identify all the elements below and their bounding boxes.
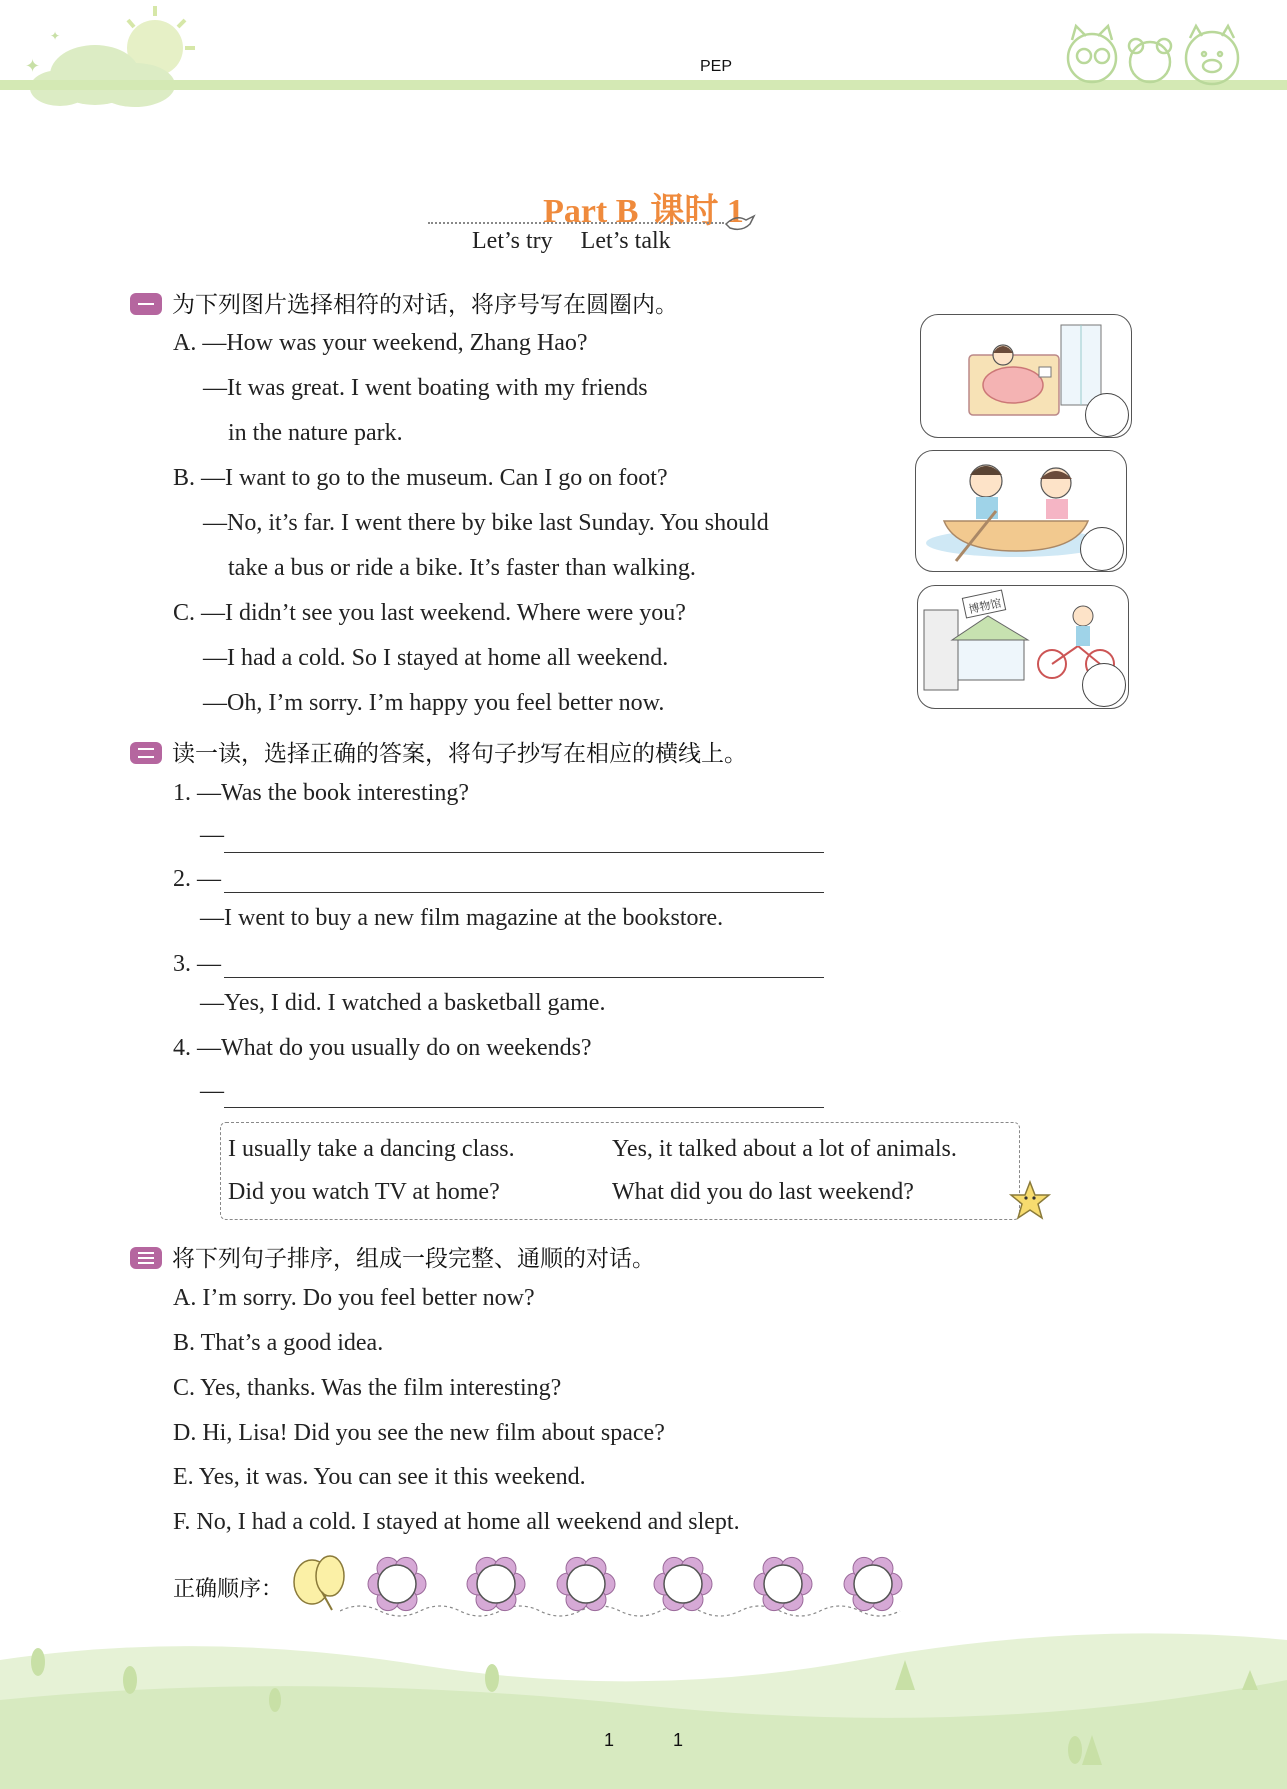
section1-instruction: 为下列图片选择相符的对话，将序号写在圆圈内。 (172, 292, 678, 318)
q2-response: —I went to buy a new film magazine at the bookstore. (200, 905, 724, 931)
answer-circle-1[interactable] (1085, 393, 1129, 437)
header-sun-cloud-decoration (0, 0, 220, 120)
s1-line-b1: B. —I want to go to the museum. Can I go on foot? (173, 465, 668, 491)
dialogue-item-d: D. Hi, Lisa! Did you see the new film about space? (173, 1420, 665, 1446)
section2-badge (130, 742, 162, 764)
lesson-period: 课时 1 (650, 193, 744, 230)
option-3: Did you watch TV at home? (228, 1179, 500, 1205)
q2-answer-line[interactable] (224, 892, 824, 893)
section1-badge (130, 293, 162, 315)
svg-text:✦: ✦ (50, 29, 61, 43)
dialogue-item-a: A. I’m sorry. Do you feel better now? (173, 1285, 535, 1311)
dialogue-item-f: F. No, I had a cold. I stayed at home all weekend and slept. (173, 1509, 740, 1535)
order-label: 正确顺序： (173, 1577, 284, 1602)
lesson-part: Part B (543, 193, 639, 230)
order-answer-flower[interactable] (652, 1553, 714, 1615)
order-answer-flower[interactable] (842, 1553, 904, 1615)
q1-dash: — (200, 822, 224, 848)
order-answer-flower[interactable] (752, 1553, 814, 1615)
section3-heading (130, 1240, 655, 1273)
section2-instruction: 读一读，选择正确的答案，将句子抄写在相应的横线上。 (172, 741, 747, 767)
option-1: I usually take a dancing class. (228, 1136, 515, 1162)
s1-line-c3: —Oh, I’m sorry. I’m happy you feel better now. (203, 690, 665, 716)
q3-response: —Yes, I did. I watched a basketball game. (200, 990, 606, 1016)
s1-line-a1: A. —How was your weekend, Zhang Hao? (173, 330, 588, 356)
q4-answer-line[interactable] (224, 1107, 824, 1108)
bird-icon (722, 210, 756, 236)
dialogue-item-e: E. Yes, it was. You can see it this weekend. (173, 1464, 586, 1490)
s1-line-c2: —I had a cold. So I stayed at home all weekend. (203, 645, 669, 671)
s1-line-b2: —No, it’s far. I went there by bike last Sunday. You should (203, 510, 769, 536)
q3-answer-line[interactable] (224, 977, 824, 978)
order-answer-flower[interactable] (555, 1553, 617, 1615)
q4-question: 4. —What do you usually do on weekends? (173, 1035, 592, 1061)
s1-line-c1: C. —I didn’t see you last weekend. Where were you? (173, 600, 686, 626)
section2-heading (130, 735, 747, 768)
order-answer-flower[interactable] (465, 1553, 527, 1615)
bottom-hills-decoration (0, 1620, 1287, 1789)
star-mascot-icon (1008, 1180, 1052, 1220)
s1-line-a2: —It was great. I went boating with my friends (203, 375, 648, 401)
order-answer-flower[interactable] (366, 1553, 428, 1615)
dialogue-item-b: B. That’s a good idea. (173, 1330, 384, 1356)
q1-answer-line[interactable] (224, 852, 824, 853)
page-number-right: 1 (673, 1730, 684, 1750)
option-2: Yes, it talked about a lot of animals. (612, 1136, 957, 1162)
section1-heading (130, 286, 678, 319)
subtitle-try: Let’s try (472, 228, 553, 254)
answer-circle-3[interactable] (1082, 663, 1126, 707)
q1-question: 1. —Was the book interesting? (173, 780, 470, 806)
page-number-left: 1 (604, 1730, 615, 1750)
section3-instruction: 将下列句子排序，组成一段完整、通顺的对话。 (172, 1246, 655, 1272)
q3-number: 3. — (173, 951, 221, 977)
lesson-title (0, 183, 1287, 232)
section3-badge (130, 1247, 162, 1269)
s1-line-b3: take a bus or ride a bike. It’s faster than walking. (228, 555, 696, 581)
header-animals-decoration (1060, 18, 1260, 88)
s1-line-a3: in the nature park. (228, 420, 403, 446)
title-dotted-line (428, 222, 724, 224)
q2-number: 2. — (173, 866, 221, 892)
q4-dash: — (200, 1078, 224, 1104)
option-4: What did you do last weekend? (612, 1179, 914, 1205)
answer-circle-2[interactable] (1080, 527, 1124, 571)
museum-sign: 博物馆 (967, 596, 1003, 617)
svg-text:✦: ✦ (25, 56, 41, 76)
lesson-subtitle (472, 228, 699, 255)
series-label: PEP (700, 58, 733, 75)
dialogue-item-c: C. Yes, thanks. Was the film interesting? (173, 1375, 562, 1401)
subtitle-talk: Let’s talk (580, 228, 671, 254)
